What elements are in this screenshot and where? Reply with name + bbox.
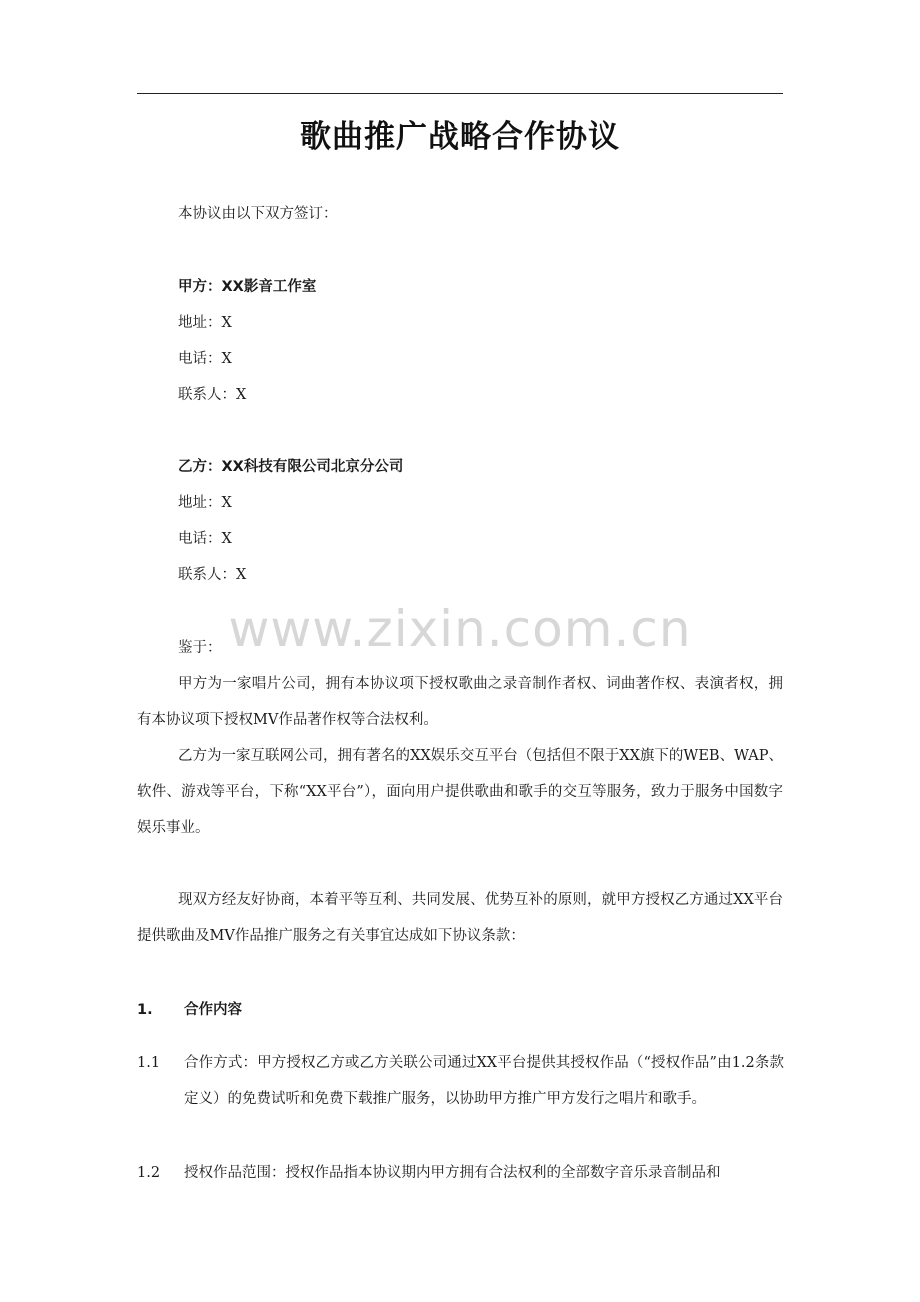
- agreement-preamble: 现双方经友好协商，本着平等互利、共同发展、优势互补的原则，就甲方授权乙方通过XX平台提供歌曲及MV作品推广服务之有关事宜达成如下协议条款：: [137, 892, 783, 944]
- clause-1-2-number: 1.2: [137, 1165, 161, 1181]
- header-rule: [137, 93, 783, 94]
- party-a-address: 地址：X: [178, 315, 232, 331]
- party-b-phone: 电话：X: [178, 531, 232, 547]
- party-b-contact: 联系人：X: [178, 567, 247, 583]
- clause-1-1-text: 合作方式：甲方授权乙方或乙方关联公司通过XX平台提供其授权作品（“授权作品”由1.2条款定义）的免费试听和免费下载推广服务，以协助甲方推广甲方发行之唱片和歌手。: [184, 1055, 784, 1107]
- party-b-address: 地址：X: [178, 495, 232, 511]
- whereas-party-a: 甲方为一家唱片公司，拥有本协议项下授权歌曲之录音制作者权、词曲著作权、表演者权，拥有本协议项下授权MV作品著作权等合法权利。: [137, 676, 783, 728]
- party-b-name: 乙方：XX科技有限公司北京分公司: [178, 459, 404, 475]
- party-a-phone: 电话：X: [178, 351, 232, 367]
- party-a-contact: 联系人：X: [178, 387, 247, 403]
- intro-text: 本协议由以下双方签订：: [178, 206, 338, 222]
- section-1-number: 1.: [137, 1002, 153, 1018]
- whereas-party-b: 乙方为一家互联网公司，拥有著名的XX娱乐交互平台（包括但不限于XX旗下的WEB、WAP、软件、游戏等平台，下称“XX平台”），面向用户提供歌曲和歌手的交互等服务，致力于服务中国数字娱乐事业。: [137, 748, 783, 836]
- section-1-heading: 合作内容: [184, 1002, 242, 1018]
- clause-1-1-number: 1.1: [137, 1055, 161, 1071]
- clause-1-2-text: 授权作品范围：授权作品指本协议期内甲方拥有合法权利的全部数字音乐录音制品和: [184, 1165, 721, 1181]
- party-a-name: 甲方：XX影音工作室: [178, 279, 317, 295]
- document-title: 歌曲推广战略合作协议: [300, 119, 620, 155]
- watermark: www.zixin.com.cn: [228, 600, 692, 658]
- whereas-label: 鉴于：: [178, 640, 222, 656]
